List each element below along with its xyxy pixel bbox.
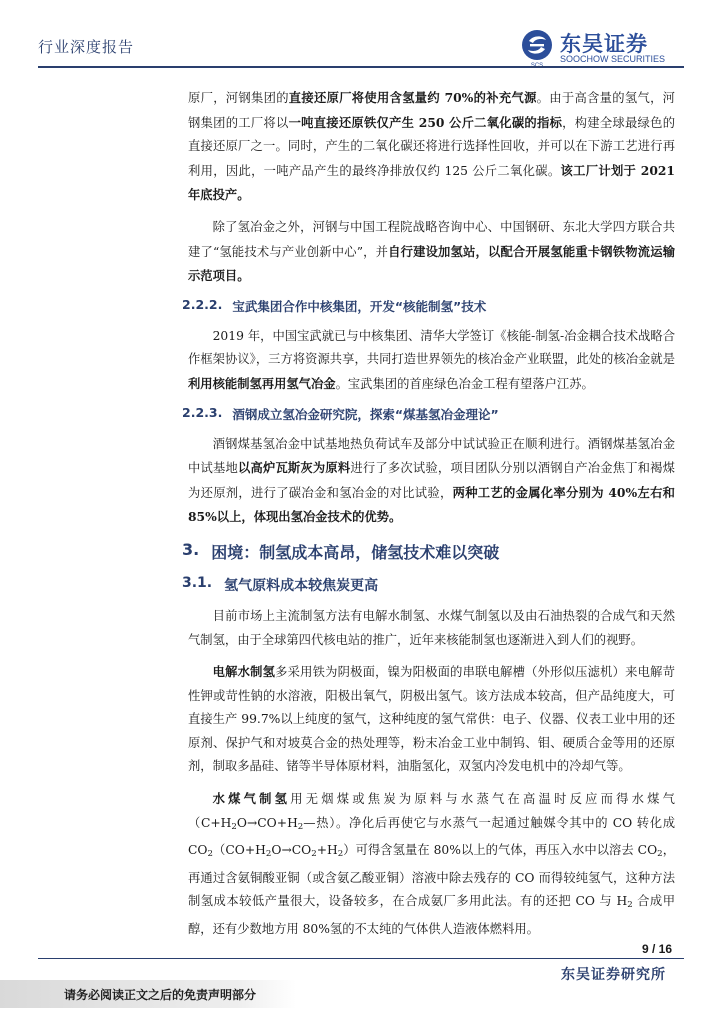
company-logo bbox=[520, 28, 680, 68]
report-type-label: 行业深度报告 bbox=[38, 38, 135, 56]
paragraph-hydrogen-center: 除了氢冶金之外，河钢与中国工程院战略咨询中心、中国钢研、东北大学四方联合共建了“氢能技术与产业创新中心”，并自行建设加氢站，以配合开展氢能重卡钢铁物流运输示范项目。 bbox=[188, 219, 675, 284]
company-logo-icon bbox=[520, 28, 554, 62]
paragraph-hegang-dri: 原厂，河钢集团的直接还原厂将使用含氢量约 70%的补充气源。由于高含量的氢气，河钢集团的工厂将以一吨直接还原铁仅产生 250 公斤二氧化碳的指标，构建全球最绿色的直接还原厂之一。同时，产生的二氧化碳还将进行选择性回收，并可以在下游工艺进行再利用，因此，一吨产品产生的最终净排放仅约 125 公斤二氧化碳。该工厂计划于 2021 年底投产。 bbox=[188, 90, 675, 203]
disclaimer-banner bbox=[0, 980, 296, 1008]
paragraph-electrolysis: 电解水制氢多采用铁为阴极面，镍为阳极面的串联电解槽（外形似压滤机）来电解苛性钾或苛性钠的水溶液，阳极出氧气，阴极出氢气。该方法成本较高，但产品纯度大，可直接生产 99.7%以上纯度的氢气，这种纯度的氢气常供：电子、仪器、仪表工业中用的还原剂、保护气和对坡莫合金的热处理等，粉末冶金工业中制钨、钼、硬质合金等用的还原剂，制取多晶硅、锗等半导体原材料，油脂氢化，双氢内冷发电机中的冷却气等。 bbox=[188, 664, 675, 774]
report-body bbox=[182, 86, 675, 950]
company-name-en: SOOCHOW SECURITIES bbox=[560, 54, 666, 64]
section-heading-3: 3. 困境：制氢成本高昂，储氢技术难以突破 bbox=[182, 539, 500, 562]
footer-divider bbox=[38, 958, 684, 959]
page-number: 9 / 16 bbox=[641, 942, 672, 956]
section-heading-2-2-2: 2.2.2. 宝武集团合作中核集团，开发“核能制氢”技术 bbox=[182, 296, 487, 314]
section-heading-2-2-3: 2.2.3. 酒钢成立氢冶金研究院，探索“煤基氢冶金理论” bbox=[182, 404, 499, 422]
institute-name: 东吴证券研究所 bbox=[561, 967, 666, 983]
paragraph-baowu-nuclear: 2019 年，中国宝武就已与中核集团、清华大学签订《核能-制氢-冶金耦合技术战略合作框架协议》，三方将资源共享，共同打造世界领先的核冶金产业联盟，此处的核冶金就是利用核能制氢再用氢气冶金。宝武集团的首座绿色冶金工程有望落户江苏。 bbox=[188, 328, 675, 391]
paragraph-hydrogen-methods: 目前市场上主流制氢方法有电解水制氢、水煤气制氢以及由石油热裂的合成气和天然气制氢，由于全球第四代核电站的推广，近年来核能制氢也逐渐进入到人们的视野。 bbox=[188, 608, 675, 647]
header-divider bbox=[38, 66, 684, 68]
section-heading-3-1: 3.1. 氢气原料成本较焦炭更高 bbox=[182, 574, 379, 594]
paragraph-water-gas: 水煤气制氢用无烟煤或焦炭为原料与水蒸气在高温时反应而得水煤气（$C+H_2O\to CO+H_2—$热）。净化后再使它与水蒸气一起通过触媒令其中的 CO 转化成 $CO_2(CO+H_2O\to CO_2+H_2)$可得含氢量在 80%以上的气体，再压入水中以溶去 $CO_2$，再通过含氨铜酸亚铜（或含氨乙酸亚铜）溶液中除去残存的 CO 而得较纯氢气，这种方法制氢成本较低产量很大，设备较多，在合成氨厂多用此法。有的还把 CO 与 $H_2$ 合成甲醇，还有少数地方用 80%氢的不太纯的气体供人造液体燃料用。 bbox=[188, 791, 675, 937]
disclaimer-text: 请务必阅读正文之后的免责声明部分 bbox=[64, 988, 257, 1002]
company-name-cn: 东吴证券 bbox=[560, 32, 648, 56]
paragraph-jiugang-coal: 酒钢煤基氢冶金中试基地热负荷试车及部分中试试验正在顺利进行。酒钢煤基氢冶金中试基地以高炉瓦斯灰为原料进行了多次试验，项目团队分别以酒钢自产冶金焦丁和褐煤为还原剂，进行了碳冶金和氢冶金的对比试验，两种工艺的金属化率分别为 40%左右和 85%以上，体现出氢冶金技术的优势。 bbox=[188, 436, 675, 525]
